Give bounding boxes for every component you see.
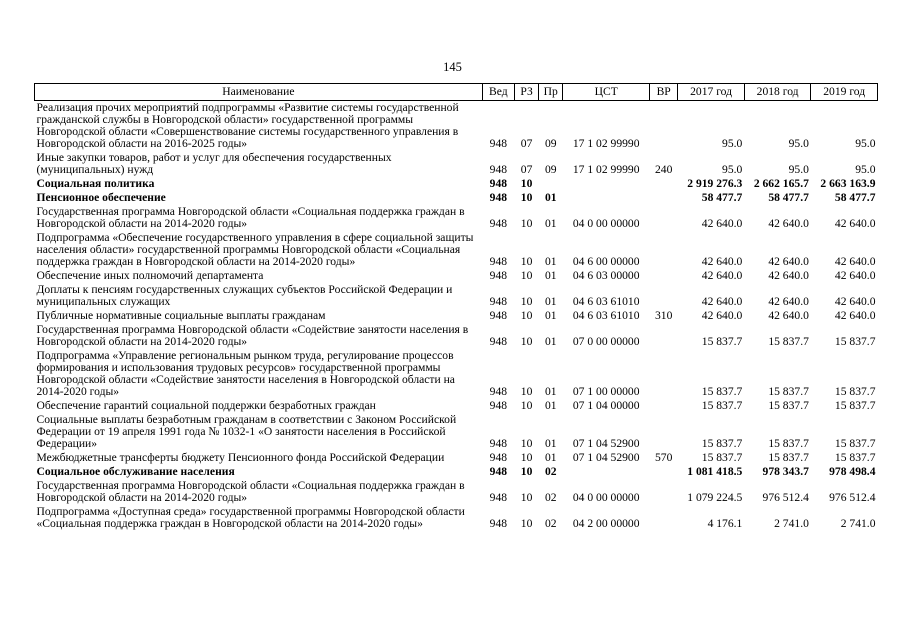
row-2017: 95.0 [722,137,743,150]
row-cst: 04 6 00 00000 [572,255,640,268]
row-ved: 948 [489,191,508,204]
row-2017: 1 081 418.5 [687,465,743,478]
row-2019: 15 837.7 [834,399,876,412]
row-2019: 42 640.0 [834,309,876,322]
row-vr [650,177,678,191]
row-vr [650,283,678,309]
row-2018: 976 512.4 [762,491,809,504]
row-2017: 4 176.1 [707,517,743,530]
row-name: Подпрограмма «Обеспечение государственного управления в сфере социальной защиты населения области» государственной программы Новгородской области «Социальная поддержка граждан в Новгородской области на 2014-2020 годы» [36,231,474,268]
row-cst [563,191,650,205]
row-2019: 15 837.7 [834,385,876,398]
row-vr [650,231,678,269]
row-ved: 948 [489,399,508,412]
row-2018: 42 640.0 [768,269,809,282]
row-ved: 948 [489,177,508,190]
row-rz: 10 [520,217,533,230]
row-rz: 10 [520,309,533,322]
row-cst: 04 6 03 00000 [572,269,640,282]
row-cst: 07 0 00 00000 [572,335,640,348]
row-rz: 10 [520,491,533,504]
row-2019: 42 640.0 [834,255,876,268]
row-vr [650,269,678,283]
row-2018: 42 640.0 [768,217,809,230]
row-2017: 42 640.0 [701,255,743,268]
row-2019: 2 741.0 [840,517,876,530]
row-2017: 58 477.7 [701,191,743,204]
row-cst: 17 1 02 99990 [572,163,640,176]
row-2017: 95.0 [722,163,743,176]
row-name: Иные закупки товаров, работ и услуг для обеспечения государственных (муниципальных) нужд [36,151,392,176]
row-ved: 948 [489,295,508,308]
row-rz: 10 [520,335,533,348]
row-pr: 09 [544,163,557,176]
row-rz: 10 [520,269,533,282]
row-rz: 10 [520,437,533,450]
row-vr: 240 [654,163,673,176]
row-ved: 948 [489,517,508,530]
row-cst: 07 1 04 00000 [572,399,640,412]
row-name: Пенсионное обеспечение [36,191,166,204]
row-2019: 58 477.7 [834,191,876,204]
row-vr [650,323,678,349]
row-ved: 948 [489,451,508,464]
table-row [35,231,878,269]
row-2019: 2 663 163.9 [820,177,876,190]
table-row [35,151,878,177]
row-ved: 948 [489,269,508,282]
row-pr: 02 [544,465,557,478]
row-2019: 95.0 [855,163,876,176]
table-row [35,191,878,205]
row-vr: 570 [654,451,673,464]
row-name: Обеспечение гарантий социальной поддержки безработных граждан [36,399,376,412]
header-2018: 2018 год [744,84,811,101]
row-2018: 95.0 [788,163,809,176]
row-vr [650,505,678,531]
page-number: 145 [443,60,462,74]
row-ved: 948 [489,465,508,478]
row-rz: 10 [520,255,533,268]
row-cst: 07 1 04 52900 [572,451,640,464]
row-2017: 15 837.7 [701,437,743,450]
row-name: Социальные выплаты безработным гражданам в соответствии с Законом Российской Федерации от 19 апреля 1991 года № 1032-1 «О занятости населения в Российской Федерации» [36,413,457,450]
row-ved: 948 [489,163,508,176]
table-row [35,349,878,399]
row-cst: 04 2 00 00000 [572,517,640,530]
row-rz: 10 [520,191,533,204]
row-2018: 15 837.7 [768,399,809,412]
row-vr [650,399,678,413]
row-2019: 15 837.7 [834,335,876,348]
row-pr: 02 [544,491,557,504]
row-ved: 948 [489,137,508,150]
row-2017: 2 919 276.3 [687,177,743,190]
row-cst: 04 0 00 00000 [572,217,640,230]
row-2017: 42 640.0 [701,295,743,308]
row-2018: 95.0 [788,137,809,150]
row-rz: 10 [520,399,533,412]
row-2018: 15 837.7 [768,437,809,450]
row-cst: 07 1 04 52900 [572,437,640,450]
row-vr [650,191,678,205]
row-name: Реализация прочих мероприятий подпрограммы «Развитие системы государственной гражданской службы в Новгородской области» государственной программы Новгородской области «Совершенствование системы государственного управления в Новгородской области на 2016-2025 годы» [36,101,459,150]
table-row [35,269,878,283]
header-2017: 2017 год [678,84,745,101]
row-rz: 10 [520,465,533,478]
row-vr [650,479,678,505]
row-rz: 07 [520,137,533,150]
row-rz: 10 [520,517,533,530]
table-row [35,505,878,531]
row-name: Обеспечение иных полномочий департамента [36,269,264,282]
row-rz: 10 [520,385,533,398]
row-pr [539,177,563,191]
row-2018: 42 640.0 [768,295,809,308]
row-name: Доплаты к пенсиям государственных служащих субъектов Российской Федерации и муниципальных служащих [36,283,453,308]
row-2019: 42 640.0 [834,295,876,308]
row-cst: 04 6 03 61010 [572,309,640,322]
row-rz: 10 [520,295,533,308]
row-pr: 02 [544,517,557,530]
row-cst: 07 1 00 00000 [572,385,640,398]
row-name: Социальная политика [36,177,155,190]
row-name: Подпрограмма «Доступная среда» государственной программы Новгородской области «Социальная поддержка граждан в Новгородской области на 2014-2020 годы» [36,505,465,530]
row-ved: 948 [489,309,508,322]
table-row [35,451,878,465]
row-pr: 01 [544,335,557,348]
table-row [35,309,878,323]
row-name: Публичные нормативные социальные выплаты гражданам [36,309,326,322]
header-2019: 2019 год [811,84,878,101]
table-row [35,323,878,349]
row-cst [563,177,650,191]
row-2017: 1 079 224.5 [687,491,743,504]
row-2017: 15 837.7 [701,335,743,348]
row-2017: 15 837.7 [701,451,743,464]
row-rz: 10 [520,177,533,190]
row-cst: 04 6 03 61010 [572,295,640,308]
table-row [35,101,878,152]
row-ved: 948 [489,491,508,504]
row-pr: 01 [544,399,557,412]
row-ved: 948 [489,385,508,398]
row-vr [650,349,678,399]
row-2019: 95.0 [855,137,876,150]
row-ved: 948 [489,437,508,450]
row-pr: 01 [544,309,557,322]
row-2018: 15 837.7 [768,385,809,398]
row-name: Межбюджетные трансферты бюджету Пенсионного фонда Российской Федерации [36,451,445,464]
row-2018: 978 343.7 [762,465,809,478]
row-2019: 42 640.0 [834,217,876,230]
row-name: Государственная программа Новгородской области «Социальная поддержка граждан в Новгородской области на 2014-2020 годы» [36,479,465,504]
row-2018: 2 741.0 [774,517,809,530]
row-cst [563,465,650,479]
row-pr: 01 [544,295,557,308]
row-vr [650,101,678,152]
row-pr: 01 [544,269,557,282]
row-pr: 01 [544,217,557,230]
row-rz: 07 [520,163,533,176]
header-ved: Вед [482,84,514,101]
row-2019: 976 512.4 [829,491,876,504]
row-2017: 42 640.0 [701,309,743,322]
row-ved: 948 [489,255,508,268]
row-cst: 17 1 02 99990 [572,137,640,150]
row-pr: 01 [544,451,557,464]
row-vr: 310 [654,309,673,322]
row-pr: 01 [544,385,557,398]
row-name: Социальное обслуживание населения [36,465,235,478]
table-row [35,205,878,231]
table-row [35,413,878,451]
row-cst: 04 0 00 00000 [572,491,640,504]
row-ved: 948 [489,217,508,230]
row-name: Государственная программа Новгородской области «Содействие занятости населения в Новгородской области на 2014-2020 годы» [36,323,469,348]
header-name: Наименование [35,84,483,101]
row-2019: 42 640.0 [834,269,876,282]
table-row [35,465,878,479]
table-row [35,399,878,413]
row-name: Подпрограмма «Управление региональным рынком труда, регулирование процессов формирования и использования трудовых ресурсов» государственной программы Новгородской области «Содействие занятости населения в Новгородской области на 2014-2020 годы» [36,349,455,398]
table-row [35,283,878,309]
row-2018: 42 640.0 [768,309,809,322]
row-vr [650,413,678,451]
row-pr: 01 [544,437,557,450]
row-ved: 948 [489,335,508,348]
table-row [35,177,878,191]
table-row [35,479,878,505]
row-2017: 15 837.7 [701,385,743,398]
row-2017: 42 640.0 [701,217,743,230]
row-2019: 978 498.4 [829,465,876,478]
row-2018: 15 837.7 [768,451,809,464]
row-2018: 58 477.7 [768,191,809,204]
budget-table [34,83,878,531]
row-2017: 42 640.0 [701,269,743,282]
row-2018: 15 837.7 [768,335,809,348]
row-vr [650,465,678,479]
row-2019: 15 837.7 [834,451,876,464]
header-vr: ВР [650,84,678,101]
row-2018: 42 640.0 [768,255,809,268]
row-rz: 10 [520,451,533,464]
row-vr [650,205,678,231]
row-pr: 01 [544,191,557,204]
row-2017: 15 837.7 [701,399,743,412]
header-rz: РЗ [514,84,538,101]
header-pr: Пр [539,84,563,101]
row-2018: 2 662 165.7 [753,177,809,190]
row-2019: 15 837.7 [834,437,876,450]
row-pr: 09 [544,137,557,150]
table-header [35,84,878,101]
row-name: Государственная программа Новгородской области «Социальная поддержка граждан в Новгородской области на 2014-2020 годы» [36,205,465,230]
header-cst: ЦСТ [563,84,650,101]
row-pr: 01 [544,255,557,268]
